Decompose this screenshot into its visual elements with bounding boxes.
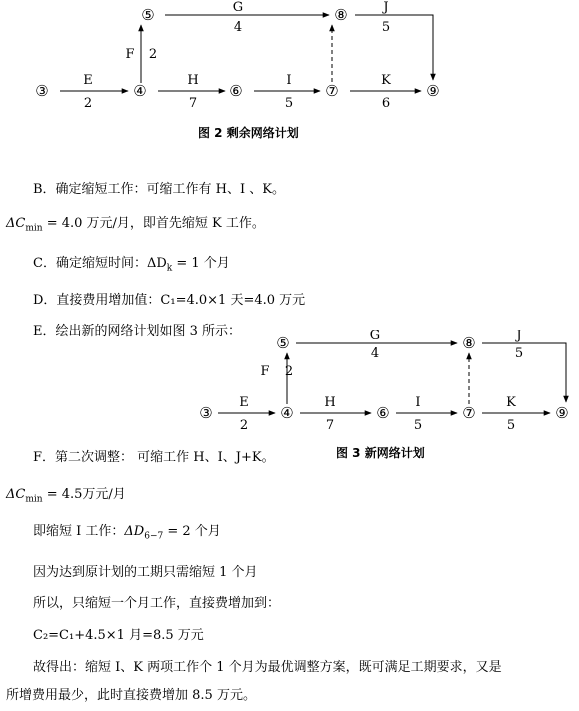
step-c-post: = 1 个月 bbox=[172, 256, 230, 271]
fig2-label-I: I bbox=[286, 73, 292, 88]
fig2-arrow-J bbox=[355, 15, 433, 80]
conclusion-line-1: 故得出：缩短 I、K 两项工作个 1 个月为最优调整方案，既可满足工期要求，又是 bbox=[33, 660, 502, 675]
so-line: 所以，只缩短一个月工作，直接费增加到： bbox=[33, 596, 281, 611]
fig3-node-3: ③ bbox=[199, 404, 213, 422]
step-c-pre: C．确定缩短时间：ΔD bbox=[33, 256, 167, 271]
step-c-sub: k bbox=[166, 263, 173, 274]
fig3-node-4: ④ bbox=[280, 404, 294, 422]
fig3-dur-F: 2 bbox=[284, 364, 294, 379]
shorten-pre: 即缩短 I 工作： bbox=[33, 524, 125, 539]
fig3-label-I: I bbox=[415, 395, 421, 410]
fig3-dur-H: 7 bbox=[325, 418, 335, 430]
fig3-node-7: ⑦ bbox=[462, 404, 476, 422]
fig2-node-5: ⑤ bbox=[141, 6, 155, 24]
delta-c2-rest: = 4.5万元/月 bbox=[42, 487, 126, 502]
delta-c-min-2 bbox=[6, 483, 126, 505]
reason-line: 因为达到原计划的工期只需缩短 1 个月 bbox=[33, 565, 258, 580]
shorten-symbol: ΔD bbox=[124, 524, 145, 539]
step-e: E．绘出新的网络计划如图 3 所示： bbox=[33, 324, 242, 339]
fig2-dur-G: 4 bbox=[233, 20, 243, 35]
fig2-dur-F: 2 bbox=[148, 47, 158, 62]
fig2-label-E: E bbox=[83, 73, 93, 88]
delta-c-rest: = 4.0 万元/月，即首先缩短 K 工作。 bbox=[42, 216, 265, 231]
figure-2-caption: 图 2 剩余网络计划 bbox=[198, 126, 299, 140]
fig2-label-J: J bbox=[383, 0, 389, 15]
fig3-dur-E: 2 bbox=[239, 418, 249, 430]
fig2-node-7: ⑦ bbox=[325, 82, 339, 100]
delta-c2-symbol: ΔC bbox=[6, 487, 26, 502]
fig2-label-H: H bbox=[187, 73, 199, 88]
conclusion-line-2: 所增费用最少，此时直接费增加 8.5 万元。 bbox=[6, 688, 256, 703]
fig3-arrow-J bbox=[482, 343, 566, 402]
figure-3-caption: 图 3 新网络计划 bbox=[336, 446, 425, 460]
fig2-dur-K: 6 bbox=[381, 96, 391, 111]
fig3-dur-G: 4 bbox=[370, 346, 380, 361]
fig3-node-9: ⑨ bbox=[555, 404, 569, 422]
fig3-label-J: J bbox=[516, 330, 522, 343]
step-b: B．确定缩短工作：可缩工作有 H、I 、K。 bbox=[33, 182, 286, 197]
fig2-dur-H: 7 bbox=[188, 96, 198, 111]
fig3-dur-K: 5 bbox=[506, 418, 516, 430]
fig2-node-6: ⑥ bbox=[229, 82, 243, 100]
fig3-label-G: G bbox=[369, 330, 381, 343]
fig2-label-F: F bbox=[125, 47, 135, 62]
shorten-sub: 6−7 bbox=[144, 531, 164, 542]
fig3-node-5: ⑤ bbox=[276, 334, 290, 352]
fig3-node-6: ⑥ bbox=[376, 404, 390, 422]
fig2-node-8: ⑧ bbox=[334, 6, 348, 24]
fig2-dur-J: 5 bbox=[381, 20, 391, 35]
step-f: F．第二次调整： 可缩工作 H、I、J+K。 bbox=[33, 450, 275, 465]
delta-c-symbol: ΔC bbox=[6, 216, 26, 231]
delta-c-subscript: min bbox=[25, 223, 43, 234]
delta-c2-subscript: min bbox=[25, 494, 43, 505]
figure-3-network bbox=[0, 330, 579, 430]
fig3-label-F: F bbox=[260, 364, 270, 379]
delta-c-min-1 bbox=[6, 212, 265, 234]
fig3-label-E: E bbox=[239, 395, 249, 410]
fig2-dur-I: 5 bbox=[284, 96, 294, 111]
step-c bbox=[33, 252, 230, 274]
fig3-dur-J: 5 bbox=[514, 346, 524, 361]
fig2-node-3: ③ bbox=[35, 82, 49, 100]
fig2-label-G: G bbox=[232, 0, 244, 15]
shorten-i bbox=[33, 520, 221, 542]
fig2-node-4: ④ bbox=[133, 82, 147, 100]
fig3-label-H: H bbox=[324, 395, 336, 410]
fig3-node-8: ⑧ bbox=[462, 334, 476, 352]
fig2-node-9: ⑨ bbox=[426, 82, 440, 100]
c2-line: C₂=C₁+4.5×1 月=8.5 万元 bbox=[33, 628, 204, 643]
fig3-label-K: K bbox=[506, 395, 516, 410]
fig3-dur-I: 5 bbox=[413, 418, 423, 430]
fig2-dur-E: 2 bbox=[83, 96, 93, 111]
step-d: D．直接费用增加值：C₁=4.0×1 天=4.0 万元 bbox=[33, 293, 306, 308]
shorten-post: = 2 个月 bbox=[163, 524, 221, 539]
fig2-label-K: K bbox=[381, 73, 391, 88]
